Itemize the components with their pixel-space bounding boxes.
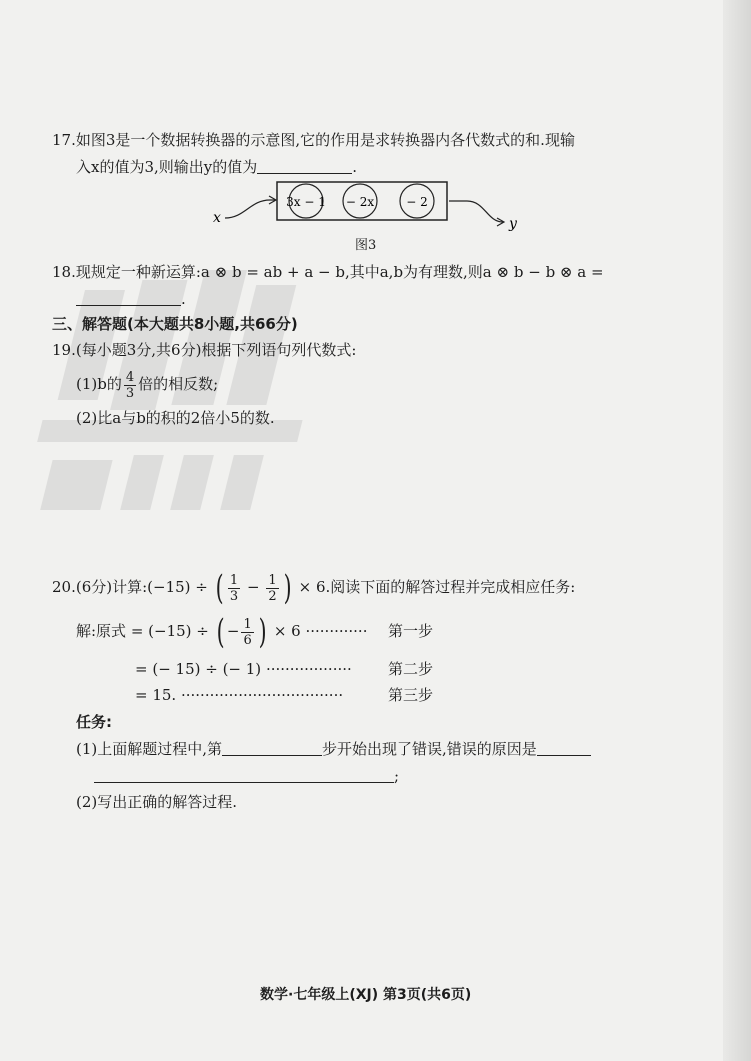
- section-3-title: 三、解答题(本大题共8小题,共66分): [52, 315, 298, 333]
- input-arrow: [225, 200, 275, 218]
- task-1-pre: (1)上面解题过程中,第: [76, 740, 223, 758]
- q20-post: × 6.阅读下面的解答过程并完成相应任务:: [298, 578, 576, 596]
- step1-sign: −: [226, 622, 240, 640]
- task-1-end: ;: [394, 767, 400, 785]
- step1-dots: ·············: [305, 622, 368, 640]
- figure-caption: 图3: [355, 238, 377, 253]
- step1-frac: [241, 617, 253, 648]
- task-1-reason-blank-b[interactable]: [94, 782, 394, 783]
- q17-line2-end: .: [352, 158, 358, 176]
- q18-answer-blank[interactable]: [76, 305, 181, 306]
- task-2: (2)写出正确的解答过程.: [76, 793, 238, 811]
- step1-post: × 6: [273, 622, 301, 640]
- q17-line1: 17.如图3是一个数据转换器的示意图,它的作用是求转换器内各代数式的和.现输: [52, 131, 575, 149]
- output-arrow: [449, 201, 503, 222]
- frac-b-num: 1: [268, 572, 277, 588]
- step1-pre: 解:原式 = (−15) ÷: [76, 622, 209, 640]
- close-paren: ): [283, 568, 292, 608]
- solution-step1: [76, 612, 368, 652]
- converter-diagram: [205, 178, 525, 238]
- frac-a-den: 3: [229, 588, 239, 604]
- diagram-input-label: x: [213, 210, 221, 226]
- q20-frac-b: [266, 573, 278, 604]
- q20-frac-a: [228, 573, 240, 604]
- page-edge: [723, 0, 751, 1061]
- q17-answer-blank[interactable]: [257, 173, 352, 174]
- task-1-mid: 步开始出现了错误,错误的原因是: [322, 740, 537, 758]
- diagram-output-label: y: [509, 216, 517, 232]
- q18-line2: [76, 289, 186, 309]
- step3-label: 第三步: [388, 686, 434, 704]
- step1-close-paren: ): [258, 612, 267, 652]
- q20-statement: [52, 568, 576, 608]
- task-1-line2: [94, 766, 399, 786]
- open-paren: (: [215, 568, 224, 608]
- cell-3-text: − 2: [406, 195, 428, 209]
- page-footer: 数学·七年级上(XJ) 第3页(共6页): [260, 987, 472, 1003]
- q19-intro: 19.(每小题3分,共6分)根据下列语句列代数式:: [52, 341, 357, 359]
- q19-item1-pre: (1)b的: [76, 375, 122, 393]
- q17-line2: [76, 157, 357, 177]
- solution-step2: [135, 659, 352, 679]
- cell-1-text: 3x − 1: [286, 195, 326, 209]
- solution-step3: [135, 685, 343, 705]
- step1-den: 6: [243, 632, 252, 648]
- q18-end: .: [181, 290, 186, 308]
- step1-open-paren: (: [216, 612, 225, 652]
- step1-label: 第一步: [388, 622, 434, 640]
- cell-2-text: − 2x: [345, 195, 375, 209]
- step2-dots: ··················: [265, 660, 352, 678]
- step1-num: 1: [243, 616, 252, 632]
- q18-line1: 18.现规定一种新运算:a ⊗ b = ab + a − b,其中a,b为有理数,则a ⊗ b − b ⊗ a =: [52, 263, 604, 281]
- frac-a-num: 1: [229, 572, 239, 588]
- q19-item2: (2)比a与b的积的2倍小5的数.: [76, 409, 275, 427]
- frac-b-den: 2: [268, 588, 277, 604]
- q20-minus: −: [246, 578, 260, 596]
- task-1-step-blank[interactable]: [222, 755, 322, 756]
- fraction-numerator: 4: [125, 369, 135, 385]
- q19-fraction: [124, 370, 136, 401]
- task-1-reason-blank-a[interactable]: [537, 755, 591, 756]
- q17-line2-text: 入x的值为3,则输出y的值为: [76, 158, 258, 176]
- task-1-line1: [76, 739, 591, 759]
- fraction-denominator: 3: [125, 385, 135, 401]
- q19-item1: [76, 368, 218, 401]
- step2-expr: = (− 15) ÷ (− 1): [135, 660, 262, 678]
- step2-label: 第二步: [388, 660, 434, 678]
- q19-item1-post: 倍的相反数;: [138, 375, 219, 393]
- q20-pre: 20.(6分)计算:(−15) ÷: [52, 578, 208, 596]
- step3-expr: = 15.: [135, 686, 177, 704]
- tasks-title: 任务:: [76, 713, 112, 731]
- step3-dots: ··································: [180, 686, 344, 704]
